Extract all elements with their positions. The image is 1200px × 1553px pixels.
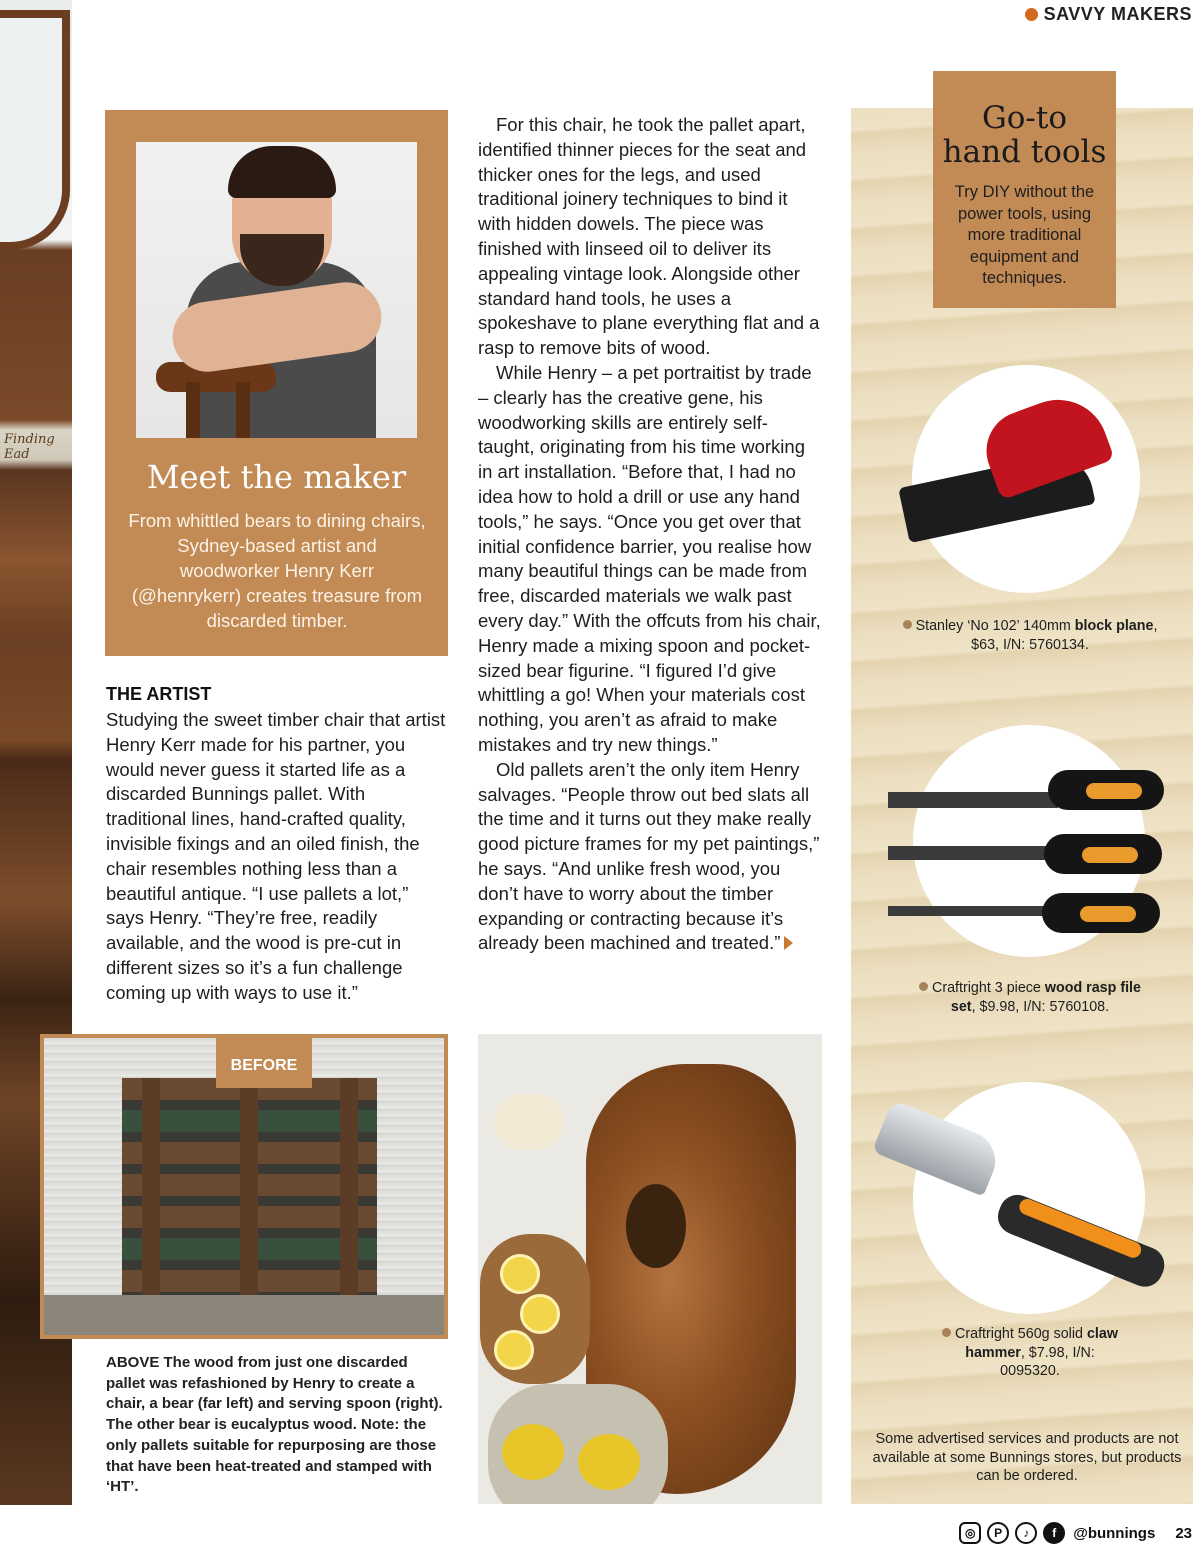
article-paragraph: While Henry – a pet portraitist by trade – clearly has the creative gene, his woodworking skills are entirely self-taught, originating from his time working in art installation. “Before that, I had no idea how to hold a drill or use any hand tools,” he says. “Once you get over that initial confidence barrier, you realise how many beautiful things can be made from free, discarded materials we walk past every day.” With the offcuts from his chair, Henry made a mixing spoon and pocket-sized bear figurine. “I figured I’d give whittling a go! When your materials cost nothing, you aren’t as afraid to make mistakes and try new things.” xyxy=(478,361,821,755)
instagram-icon[interactable]: ◎ xyxy=(959,1522,981,1544)
maker-description: From whittled bears to dining chairs, Sydney-based artist and woodworker Henry Kerr (@henrykerr) creates treasure from discarded timber. xyxy=(128,510,426,631)
artist-heading: THE ARTIST xyxy=(106,684,212,704)
book-spine-text: Finding Ead xyxy=(4,432,55,462)
tools-title-box xyxy=(933,71,1116,308)
tools-subtitle: Try DIY without the power tools, using more traditional equipment and techniques. xyxy=(954,183,1095,287)
maker-title: Meet the maker xyxy=(146,458,407,496)
before-pallet-photo xyxy=(40,1034,448,1339)
pinterest-icon[interactable]: P xyxy=(987,1522,1009,1544)
facebook-icon[interactable]: f xyxy=(1043,1522,1065,1544)
article-paragraph: Studying the sweet timber chair that artist Henry Kerr made for his partner, you would never guess it started life as a discarded Bunnings pallet. With traditional lines, hand-crafted quality, invisible fixings and an oiled finish, the chair resembles nothing less than a beautiful antique. “I use pallets a lot,” says Henry. “They’re free, readily available, and the wood is pre-cut in different sizes so it’s a fun challenge coming up with ways to use it.” xyxy=(106,709,446,1003)
article-paragraph: For this chair, he took the pallet apart, identified thinner pieces for the seat and thicker ones for the legs, and used traditional joinery techniques to bind it with hidden dowels. The piece was finished with linseed oil to deliver its appealing vintage look. Alongside other standard hand tools, he uses a spokeshave to plane everything flat and a rasp to remove bits of wood. xyxy=(478,114,820,359)
social-handle[interactable]: @bunnings xyxy=(1073,1524,1156,1542)
tool-caption-block-plane: Stanley ‘No 102’ 140mm block plane, $63, I/N: 5760134. xyxy=(900,617,1160,654)
meet-the-maker-box xyxy=(105,110,448,656)
section-tag xyxy=(1025,4,1192,25)
photo-caption: ABOVE The wood from just one discarded pallet was refashioned by Henry to create a chair, a bear (far left) and serving spoon (right). The other bear is eucalyptus wood. Note: the only pallets suitable for repurposing are those that have been heat-treated and stamped with ‘HT’. xyxy=(106,1354,443,1496)
tool-caption-claw-hammer: Craftright 560g solid claw hammer, $7.98, I/N: 0095320. xyxy=(935,1325,1125,1381)
wooden-bear xyxy=(494,1094,564,1150)
tool-caption-file-set: Craftright 3 piece wood rasp file set, $9.98, I/N: 5760108. xyxy=(905,979,1155,1016)
end-arrow-icon xyxy=(784,936,793,950)
article-column-middle xyxy=(478,113,823,956)
serving-board-photo xyxy=(478,1034,822,1504)
article-column-left xyxy=(106,708,446,1006)
lemon-pot xyxy=(488,1384,668,1504)
lemon-bowl xyxy=(480,1234,590,1384)
article-paragraph: Old pallets aren’t the only item Henry salvages. “People throw out bed slats all the time and it turns out they make really good picture frames for my pet paintings,” he says. “And unlike fresh wood, you don’t have to worry about the timber expanding or contracting because it’s already been machined and treated.” xyxy=(478,758,820,954)
maker-portrait-photo xyxy=(136,142,417,438)
section-dot-icon xyxy=(1025,8,1038,21)
tiktok-icon[interactable]: ♪ xyxy=(1015,1522,1037,1544)
mirror-frame xyxy=(0,10,70,250)
tools-title: Go-to hand tools xyxy=(942,100,1107,170)
footer xyxy=(959,1522,1192,1544)
page-number: 23 xyxy=(1175,1524,1192,1542)
section-title: SAVVY MAKERS xyxy=(1043,4,1192,24)
disclaimer: Some advertised services and products are not available at some Bunnings stores, but products can be ordered. xyxy=(872,1431,1182,1484)
wooden-spoon xyxy=(626,1184,686,1268)
before-label: BEFORE xyxy=(216,1038,312,1088)
